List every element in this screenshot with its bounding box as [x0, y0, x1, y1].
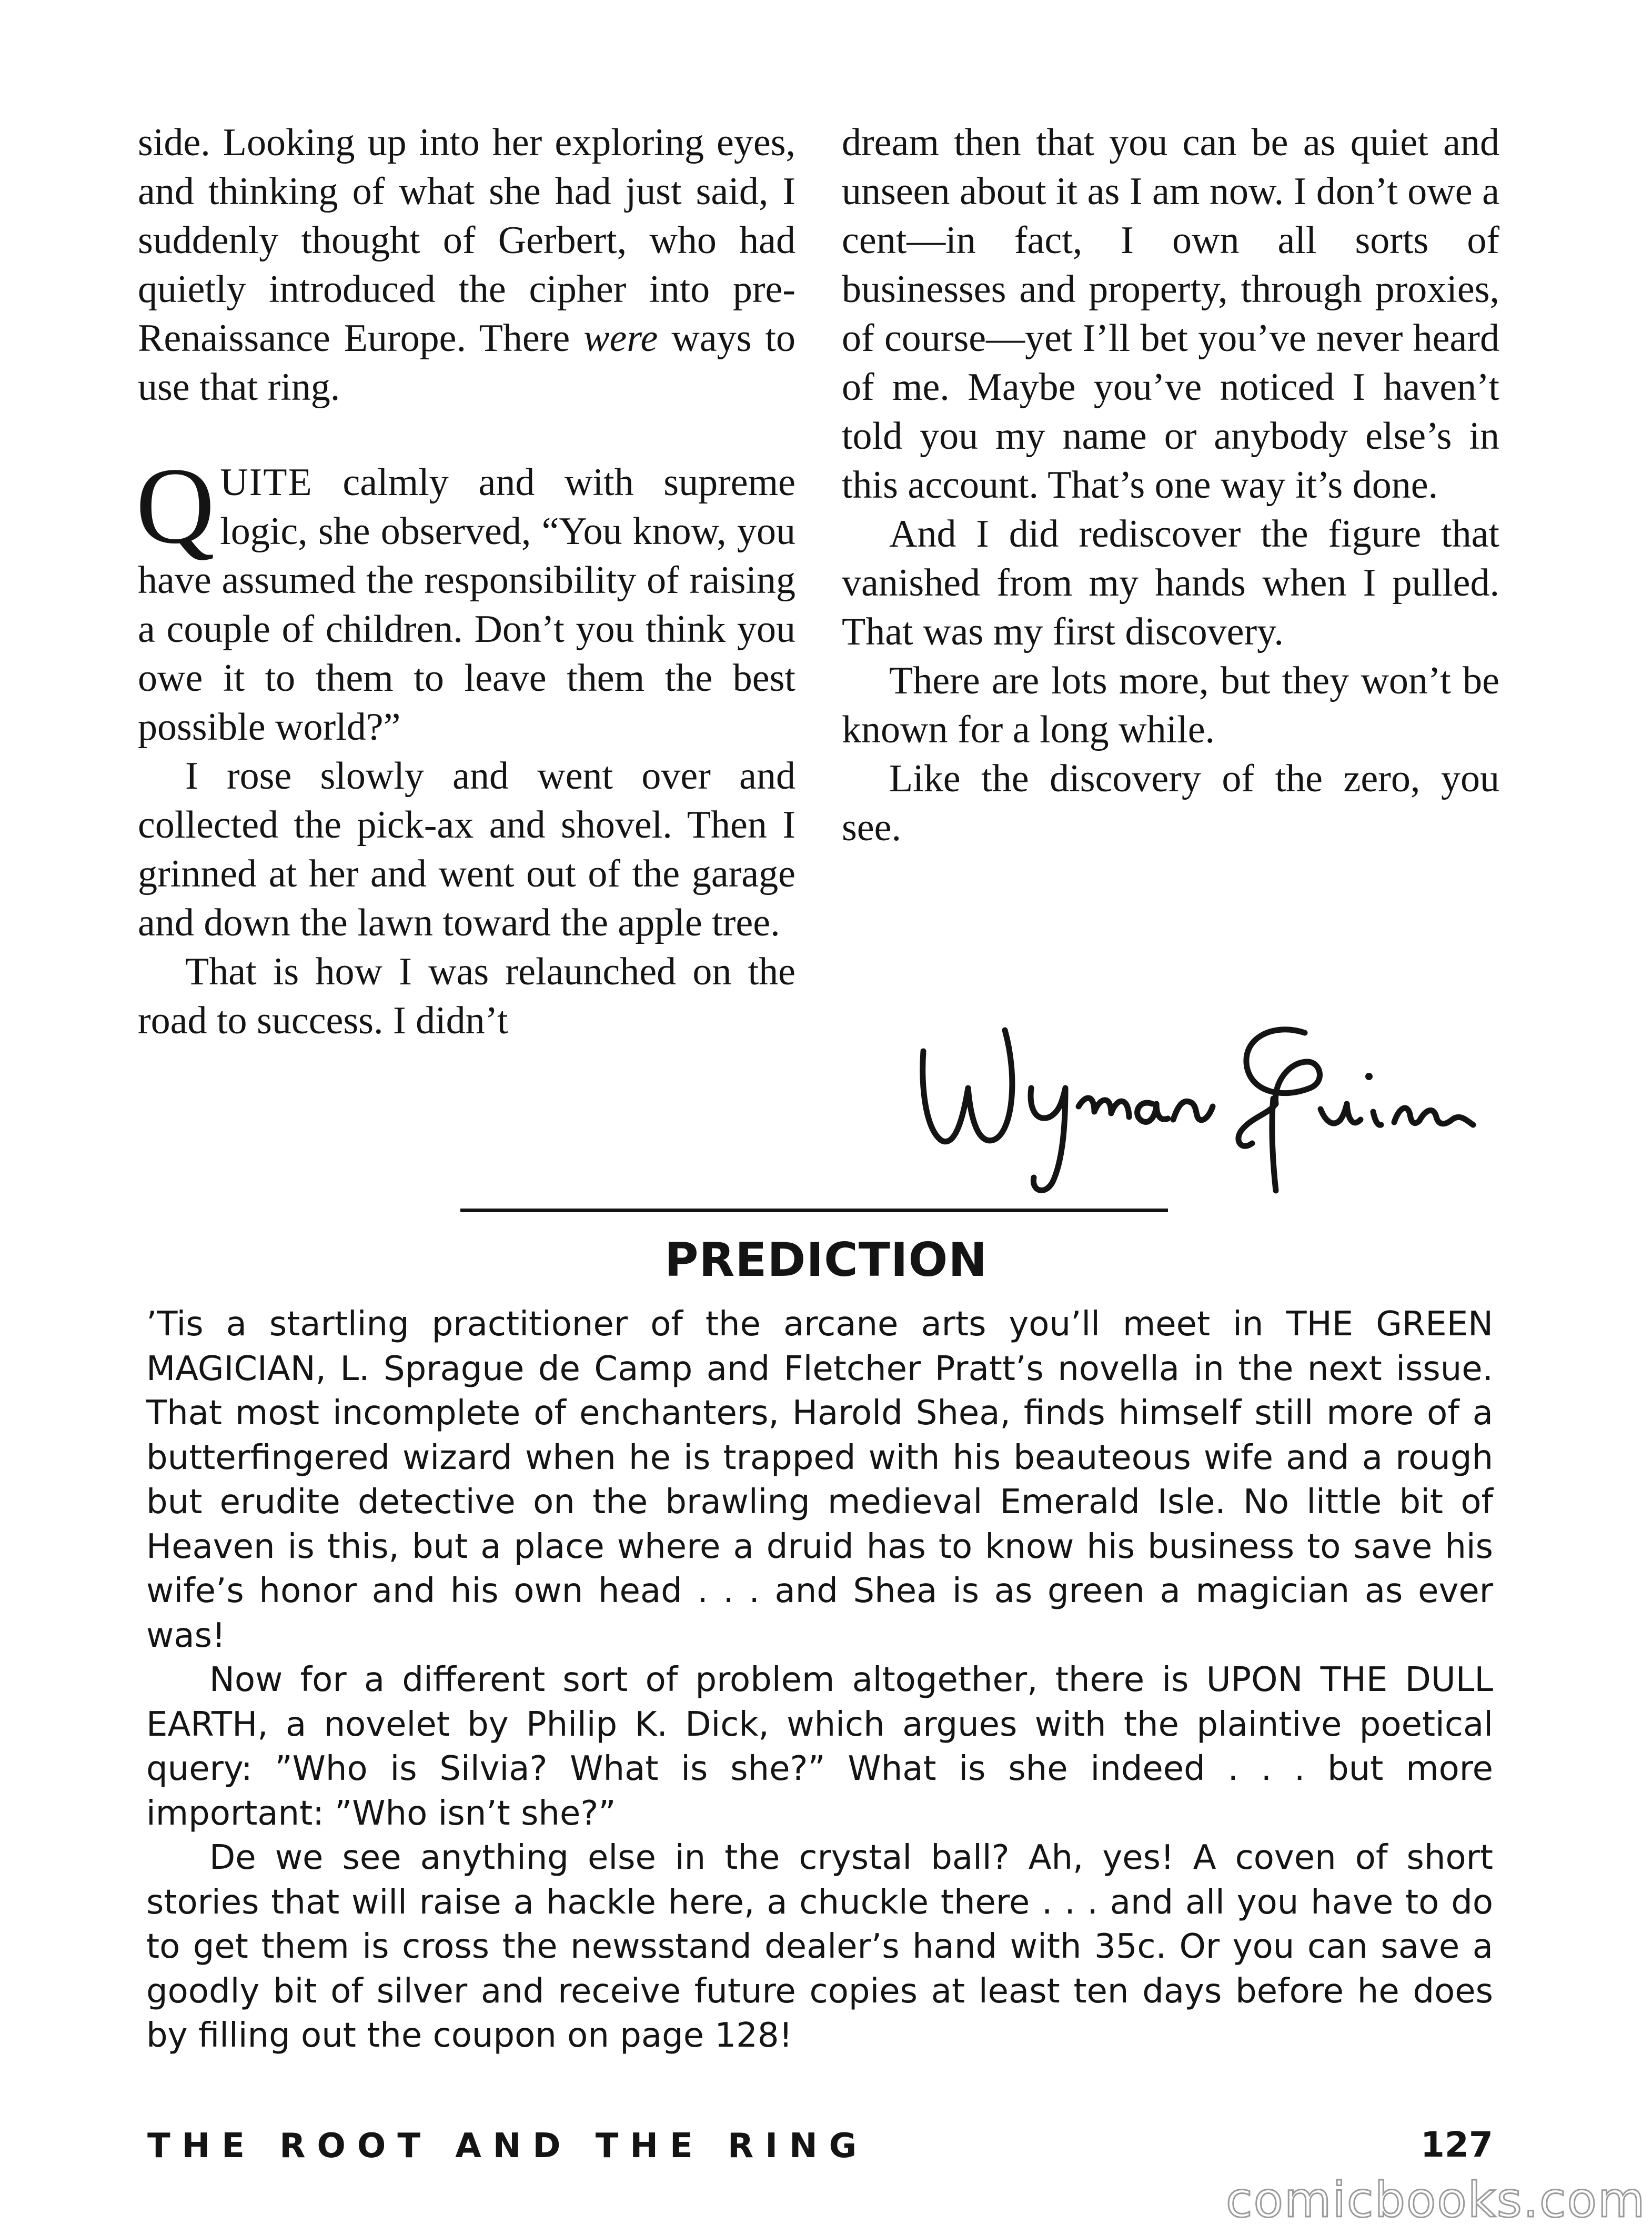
left-column — [138, 118, 795, 1045]
page-number: 127 — [1421, 2125, 1493, 2165]
prediction-paragraph: Now for a different sort of problem altogether, there is UPON THE DULL EARTH, a novelet by Philip K. Dick, which argues with the plaintive poetical query: ”Who is Silvia? What is she?” What is she indeed . . . but more important: ”Who isn’t she?” — [146, 1660, 1493, 1833]
section-heading: PREDICTION — [664, 1233, 988, 1287]
story-paragraph: I rose slowly and went over and collected the pick-ax and shovel. Then I grinned at her and went out of the garage and down the lawn toward the apple tree. — [138, 754, 795, 944]
story-paragraph: Like the discovery of the zero, you see. — [842, 757, 1499, 849]
prediction-text — [146, 1302, 1493, 2058]
story-paragraph: side. Looking up into her exploring eyes, and thinking of what she had just said, I suddenly thought of Gerbert, who had quietly introduced the cipher into pre-Renaissance Europe. There were ways to use that ring. — [138, 121, 795, 409]
author-signature — [905, 1009, 1531, 1204]
section-divider — [460, 1209, 1168, 1212]
right-column — [842, 118, 1499, 852]
running-footer-title: THE ROOT AND THE RING — [147, 2127, 869, 2166]
emphasis-word: were — [583, 317, 658, 360]
watermark: comicbooks.com — [1226, 2172, 1646, 2228]
drop-cap: Q — [136, 445, 215, 566]
story-paragraph: And I did rediscover the figure that vanished from my hands when I pulled. That was my first discovery. — [842, 512, 1499, 653]
story-paragraph: There are lots more, but they won’t be known for a long while. — [842, 659, 1499, 751]
prediction-paragraph: ’Tis a startling practitioner of the arcane arts you’ll meet in THE GREEN MAGICIAN, L. Sprague de Camp and Fletcher Pratt’s novella in the next issue. That most incomplete of enchanters, Harold Shea, finds himself still more of a butterfingered wizard when he is trapped with his beauteous wife and a rough but erudite detective on the brawling medieval Emerald Isle. No little bit of Heaven is this, but a place where a druid has to know his business to save his wife’s honor and his own head . . . and Shea is as green a magician as ever was! — [146, 1305, 1493, 1655]
story-paragraph: QUITE calmly and with supreme logic, she observed, “You know, you have assumed the responsibility of raising a couple of children. Don’t you think you owe it to them to leave them the best possible world?” — [136, 445, 795, 749]
story-paragraph: dream then that you can be as quiet and unseen about it as I am now. I don’t owe a cent—in fact, I own all sorts of businesses and property, through proxies, of course—yet I’ll bet you’ve never heard of me. Maybe you’ve noticed I haven’t told you my name or anybody else’s in this account. That’s one way it’s done. — [842, 121, 1499, 507]
story-paragraph: That is how I was relaunched on the road to success. I didn’t — [138, 950, 795, 1042]
prediction-paragraph: De we see anything else in the crystal ball? Ah, yes! A coven of short stories that will raise a hackle here, a chuckle there . . . and all you have to do to get them is cross the newsstand dealer’s hand with 35c. Or you can save a goodly bit of silver and receive future copies at least ten days before he does by filling out the coupon on page 128! — [146, 1838, 1493, 2055]
